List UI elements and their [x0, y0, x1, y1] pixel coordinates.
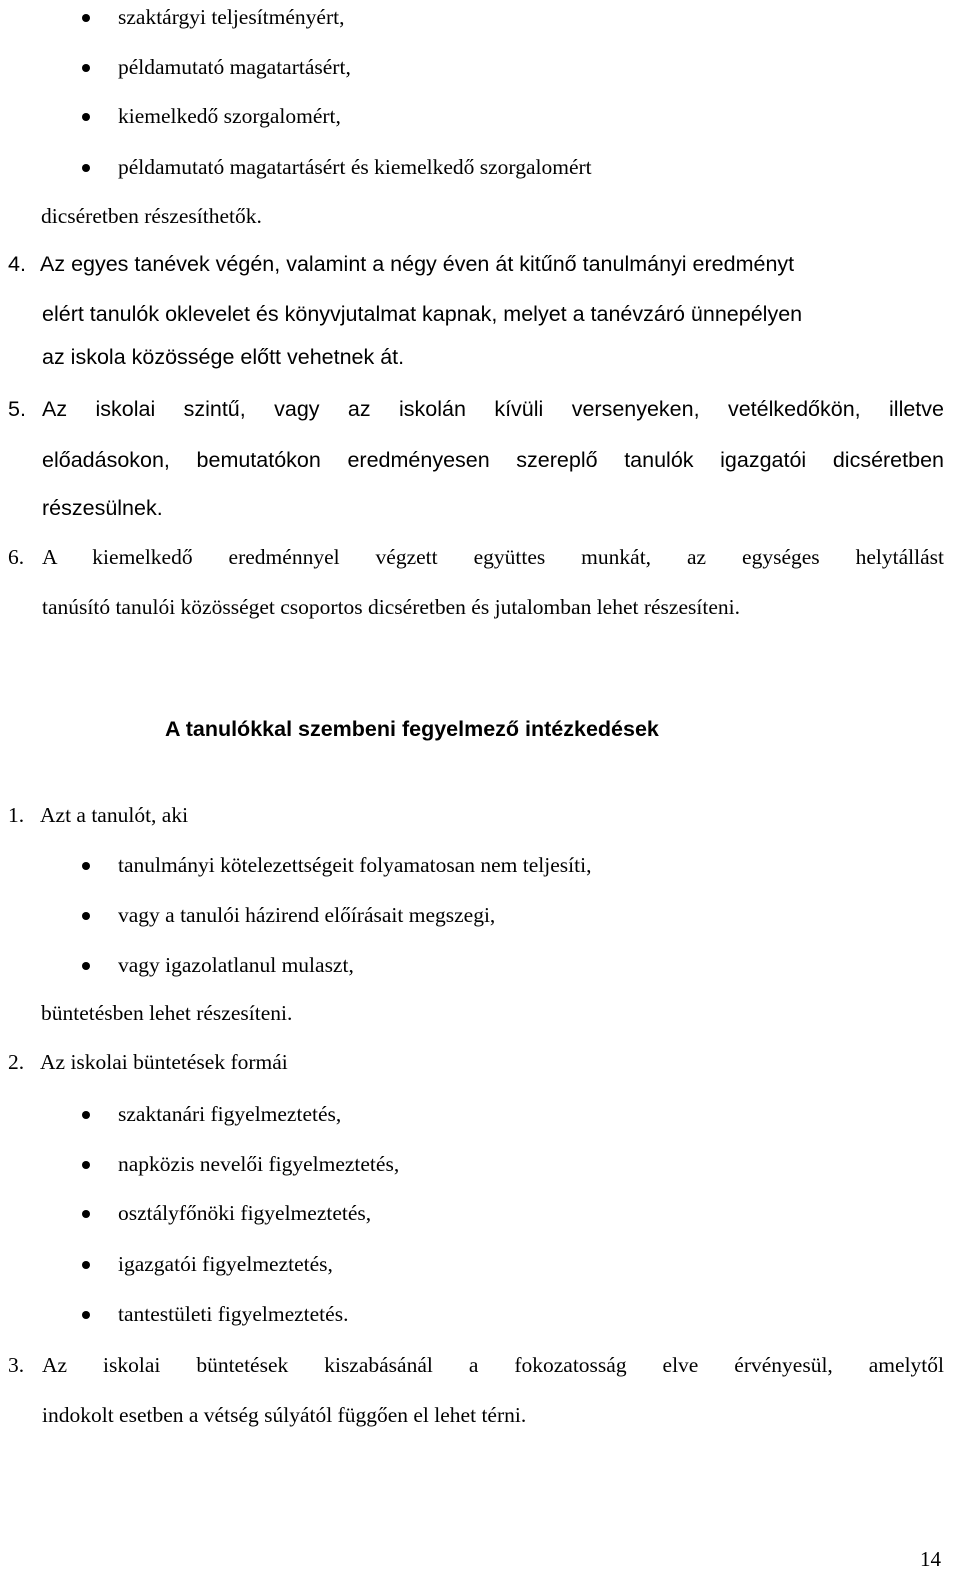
bullet-icon: [82, 862, 90, 870]
list-item: tanulmányi kötelezettségeit folyamatosan nem teljesíti,: [118, 853, 592, 877]
list-item: osztályfőnöki figyelmeztetés,: [118, 1201, 372, 1225]
bullet-icon: [82, 1161, 90, 1169]
paragraph-line: az iskola közössége előtt vehetnek át.: [42, 345, 405, 369]
paragraph-line: A kiemelkedő eredménnyel végzett együttes munkát, az egységes helytállást: [42, 545, 944, 569]
paragraph-line: tanúsító tanulói közösséget csoportos dicséretben és jutalomban lehet részesíteni.: [42, 595, 740, 619]
paragraph-line: indokolt esetben a vétség súlyától függően el lehet térni.: [42, 1403, 527, 1427]
bullet-icon: [82, 164, 90, 172]
bullet-icon: [82, 962, 90, 970]
paragraph-line: Az iskolai büntetések kiszabásánál a fokozatosság elve érvényesül, amelytől: [42, 1353, 944, 1377]
item-intro: Azt a tanulót, aki: [40, 803, 189, 827]
paragraph-line: előadásokon, bemutatókon eredményesen szereplő tanulók igazgatói dicséretben: [42, 448, 944, 472]
list-item: igazgatói figyelmeztetés,: [118, 1252, 333, 1276]
list-item: vagy a tanulói házirend előírásait megszegi,: [118, 903, 496, 927]
list-item: tantestületi figyelmeztetés.: [118, 1302, 349, 1326]
paragraph-line: részesülnek.: [42, 496, 163, 520]
bullet-icon: [82, 912, 90, 920]
list-item: szaktárgyi teljesítményért,: [118, 5, 345, 29]
item-intro: Az iskolai büntetések formái: [40, 1050, 288, 1074]
bullet-icon: [82, 113, 90, 121]
paragraph-line: Az egyes tanévek végén, valamint a négy éven át kitűnő tanulmányi eredményt: [40, 252, 795, 276]
item-number: 3.: [8, 1353, 25, 1377]
paragraph-line: Az iskolai szintű, vagy az iskolán kívüli versenyeken, vetélkedőkön, illetve: [42, 397, 944, 421]
section-heading: A tanulókkal szembeni fegyelmező intézkedések: [165, 717, 659, 741]
item-number: 5.: [8, 397, 26, 421]
item-tail: büntetésben lehet részesíteni.: [41, 1001, 293, 1025]
list-item: példamutató magatartásért,: [118, 55, 351, 79]
item-number: 6.: [8, 545, 25, 569]
list-item: példamutató magatartásért és kiemelkedő szorgalomért: [118, 155, 592, 179]
item-number: 2.: [8, 1050, 25, 1074]
bullet-icon: [82, 14, 90, 22]
top-list-tail: dicséretben részesíthetők.: [41, 204, 262, 228]
bullet-icon: [82, 1261, 90, 1269]
paragraph-line: elért tanulók oklevelet és könyvjutalmat kapnak, melyet a tanévzáró ünnepélyen: [42, 302, 803, 326]
item-number: 1.: [8, 803, 25, 827]
list-item: szaktanári figyelmeztetés,: [118, 1102, 342, 1126]
list-item: napközis nevelői figyelmeztetés,: [118, 1152, 400, 1176]
bullet-icon: [82, 64, 90, 72]
bullet-icon: [82, 1210, 90, 1218]
bullet-icon: [82, 1111, 90, 1119]
list-item: vagy igazolatlanul mulaszt,: [118, 953, 354, 977]
bullet-icon: [82, 1311, 90, 1319]
page-number: 14: [920, 1547, 941, 1571]
list-item: kiemelkedő szorgalomért,: [118, 104, 341, 128]
item-number: 4.: [8, 252, 26, 276]
